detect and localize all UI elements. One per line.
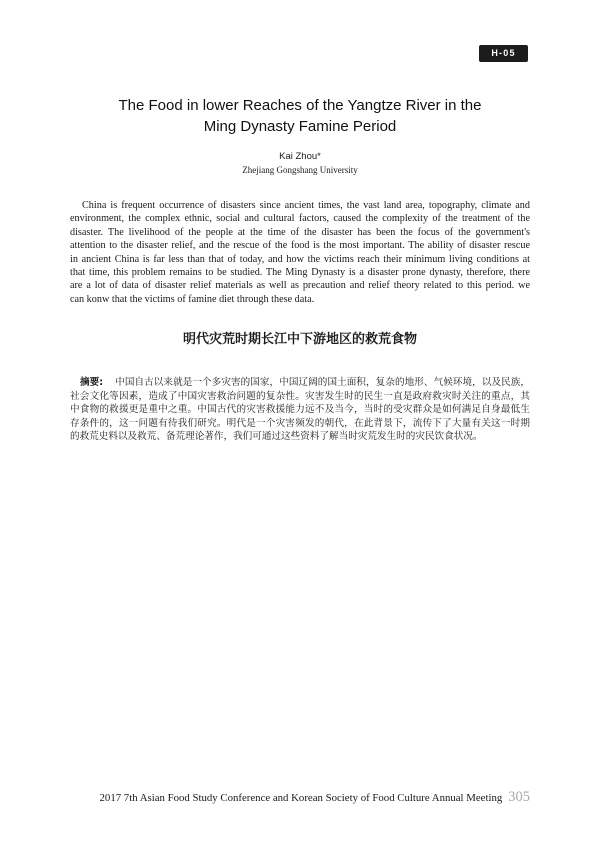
chinese-abstract-line: 社会文化等因素，造成了中国灾害救治问题的复杂性。灾害发生时的民生一直是政府救灾时关注的重点，其 [70, 390, 530, 402]
author-name: Kai Zhou* [279, 151, 321, 162]
paper-title-line: The Food in lower Reaches of the Yangtze River in the [118, 97, 482, 114]
chinese-abstract-line: 存条件的，这一问题有待我们研究。明代是一个灾害频发的朝代，在此背景下，流传下了大量有关这一时期 [70, 417, 530, 429]
page-footer [100, 789, 530, 806]
chinese-abstract-text: 中国自古以来就是一个多灾害的国家，中国辽阔的国土面积，复杂的地形、气候环境，以及民族， [115, 377, 530, 388]
chinese-abstract-line: 的救荒史料以及救荒、备荒理论著作，我们可通过这些资料了解当时灾荒发生时的灾民饮食状况。 [70, 431, 483, 442]
chinese-abstract-line [70, 376, 530, 390]
page-number: 305 [508, 789, 530, 805]
conference-name: 2017 7th Asian Food Study Conference and Korean Society of Food Culture Annual Meeting [99, 792, 503, 804]
session-code-badge: H-05 [479, 45, 528, 62]
english-abstract-line: can konw that the victims of famine diet through these data. [70, 293, 315, 305]
english-abstract-line: China is frequent occurrence of disasters since ancient times, the vast land area, topography, climate and [82, 200, 530, 211]
english-abstract-line: disaster. The livelihood of the people at the time of the disaster has been the focus of the government's [70, 226, 530, 238]
chinese-title: 明代灾荒时期长江中下游地区的救荒食物 [182, 332, 417, 347]
english-abstract-line: are a lot of data of disaster relief materials as well as precaution and relief theory related to this period. we [70, 280, 530, 292]
chinese-abstract [70, 376, 530, 444]
chinese-abstract-line: 中食物的救援更是重中之重。中国古代的灾害救援能力远不及当今，当时的受灾群众是如何满足自身最低生 [70, 404, 530, 415]
paper-title-line: Ming Dynasty Famine Period [203, 118, 397, 135]
english-abstract-line: in ancient China is far less than that of today, and how the victims reach their minimum living conditions at [70, 253, 530, 265]
english-abstract-line: that time, this problem remains to be studied. The Ming Dynasty is a disaster prone dynasty, therefore, there [70, 267, 530, 279]
chinese-abstract-label: 摘要: [80, 377, 104, 388]
english-abstract [70, 199, 530, 306]
paper-title [60, 95, 540, 137]
author-affiliation: Zhejiang Gongshang University [242, 165, 358, 175]
english-abstract-line: environment, the complex ethnic, social and cultural factors, caused the complexity of the treatment of the [70, 213, 530, 225]
english-abstract-line: attention to the disaster relief, and the rescue of the food is the most important. The ability of disaster rescue [70, 240, 530, 252]
